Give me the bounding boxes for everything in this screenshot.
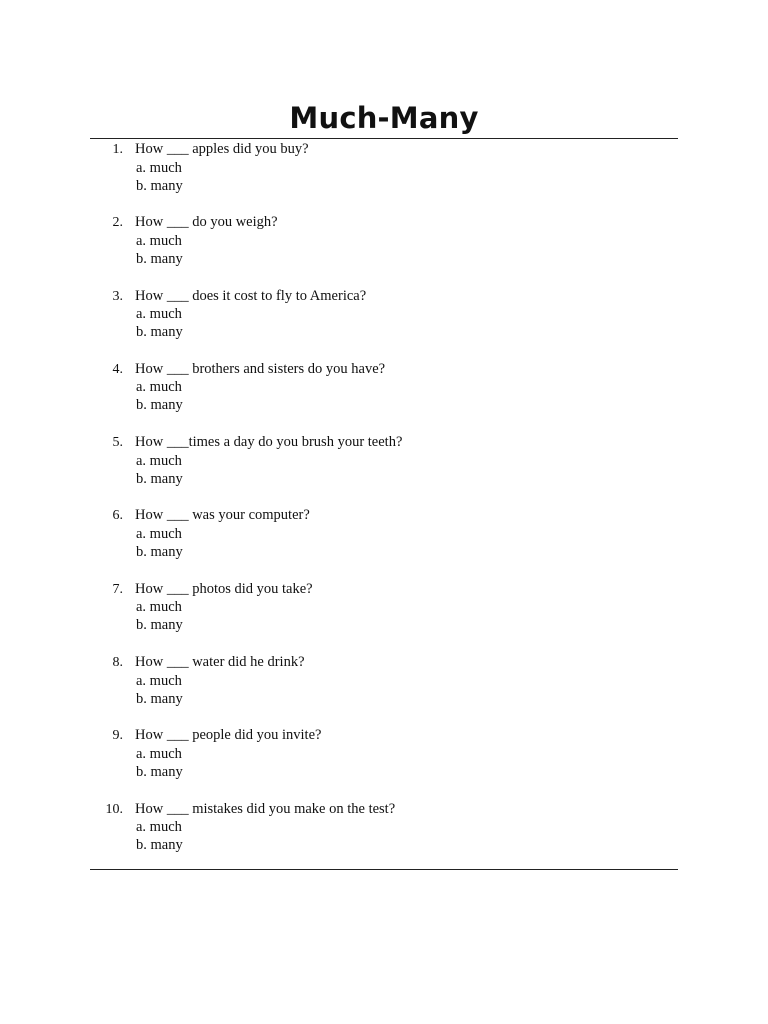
question-item (0, 360, 768, 433)
option-a: a. much (136, 379, 182, 396)
question-number: 1. (112, 142, 123, 157)
question-text: How ___ mistakes did you make on the test? (135, 800, 396, 817)
option-b: b. many (136, 763, 183, 780)
option-a: a. much (136, 306, 182, 323)
option-a: a. much (136, 232, 182, 249)
option-b: b. many (136, 617, 183, 634)
option-b: b. many (136, 690, 183, 707)
question-item (0, 213, 768, 286)
question-text: How ___times a day do you brush your teeth? (135, 434, 403, 451)
question-number: 9. (112, 728, 123, 744)
question-item (0, 433, 768, 506)
question-number: 3. (112, 288, 123, 304)
question-item (0, 140, 768, 213)
question-text: How ___ people did you invite? (135, 727, 322, 744)
question-item (0, 653, 768, 726)
question-text: How ___ was your computer? (135, 507, 310, 524)
question-number: 6. (112, 508, 123, 524)
question-number: 5. (112, 435, 123, 451)
option-a: a. much (136, 159, 182, 176)
option-a: a. much (136, 452, 182, 469)
question-number: 8. (112, 655, 123, 671)
question-number: 4. (112, 361, 123, 377)
question-number: 10. (105, 801, 123, 817)
question-text: How ___ do you weigh? (135, 214, 278, 231)
option-a: a. much (136, 745, 182, 762)
question-text: How ___ apples did you buy? (135, 141, 309, 157)
bottom-divider (90, 869, 678, 870)
question-number: 2. (112, 215, 123, 231)
page-title: Much-Many (289, 101, 479, 135)
question-text: How ___ photos did you take? (135, 580, 313, 597)
option-b: b. many (136, 324, 183, 341)
question-text: How ___ brothers and sisters do you have? (135, 360, 386, 377)
option-b: b. many (136, 250, 183, 267)
question-list (0, 140, 768, 873)
option-b: b. many (136, 470, 183, 487)
question-item (0, 287, 768, 360)
option-b: b. many (136, 543, 183, 560)
option-a: a. much (136, 819, 182, 836)
option-b: b. many (136, 837, 183, 854)
question-item (0, 800, 768, 873)
question-text: How ___ water did he drink? (135, 654, 305, 671)
option-a: a. much (136, 599, 182, 616)
option-b: b. many (136, 177, 183, 194)
question-item (0, 506, 768, 579)
question-text: How ___ does it cost to fly to America? (135, 287, 367, 304)
question-item (0, 726, 768, 799)
option-b: b. many (136, 397, 183, 414)
option-a: a. much (136, 672, 182, 689)
top-divider (90, 138, 678, 139)
question-number: 7. (112, 581, 123, 597)
option-a: a. much (136, 525, 182, 542)
question-item (0, 580, 768, 653)
